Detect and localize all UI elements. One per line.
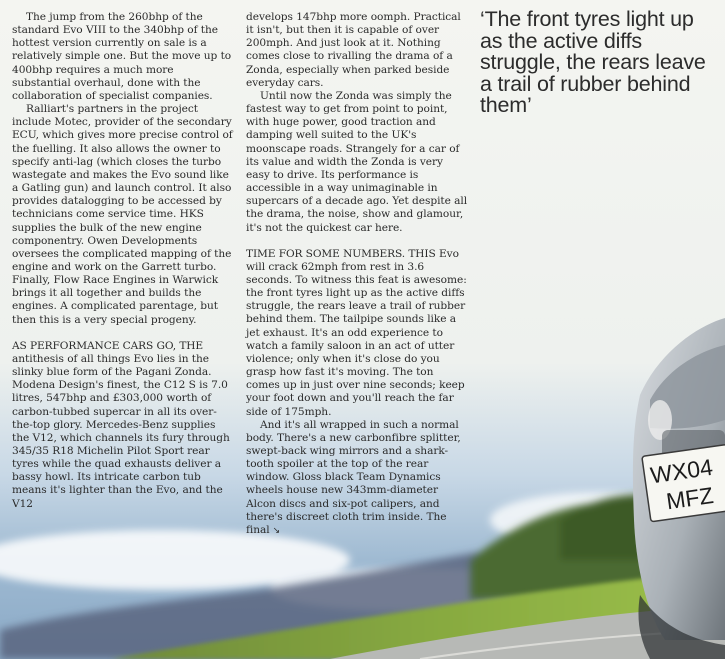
paragraph: Until now the Zonda was simply the fastest way to get from point to point, with huge power, good traction and damping well suited to the UK's moonscape roads. Strangely for a car of its value and width the Zonda is very easy to drive. Its performance is accessible in a way unimaginable in supercars of a decade ago. Yet despite all the drama, the noise, show and glamour, it's not the quickest car here.: [246, 89, 468, 234]
section-lead-in: TIME FOR SOME NUMBERS. THIS: [246, 247, 436, 260]
paragraph: Ralliart's partners in the project include Motec, provider of the secondary ECU, which gives more precise control of the fuelling. It also allows the owner to specify anti-lag (which closes the turbo wastegate and makes the Evo sound like a Gatling gun) and launch control. It also provides datalogging to be accessed by technicians come service time. HKS supplies the bulk of the new engine componentry. Owen Developments oversees the complicated mapping of the engine and work on the Garrett turbo. Finally, Flow Race Engines in Warwick brings it all together and builds the engines. A complicated parentage, but then this is a very special progeny.: [12, 103, 233, 326]
section-paragraph: [12, 340, 234, 511]
section-text: Evo will crack 62mph from rest in 3.6 seconds. To witness this feat is awesome: the front tyres light up as the active diffs struggle, the rears leave a trail of rubber behind them. The tailpipe sounds like a jet exhaust. It's an odd experience to watch a family saloon in an act of utter violence; only when it's close do you grasp how fast it's moving. The ton comes up in just over nine seconds; keep your foot down and you'll reach the far side of 175mph.: [246, 247, 467, 418]
pull-quote: ‘The front tyres light up as the active diffs struggle, the rears leave a trail of rubber behind them’: [480, 7, 706, 117]
section-text: antithesis of all things Evo lies in the slinky blue form of the Pagani Zonda. Modena Design's finest, the C12 S is 7.0 litres, 547bhp and £303,000 worth of carbon-tubbed supercar in all its over-the-top glory. Mercedes-Benz supplies the V12, which channels its fury through 345/35 R18 Michelin Pilot Sport rear tyres while the quad exhausts deliver a bassy howl. Its intricate carbon tub means it's lighter than the Evo, and the V12: [12, 352, 230, 510]
paragraph: develops 147bhp more oomph. Practical it isn't, but then it is capable of over 200mph. And just look at it. Nothing comes close to rivalling the drama of a Zonda, especially when parked beside everyday cars.: [246, 11, 461, 89]
article-column-1: [12, 11, 234, 511]
paragraph-text: And it's all wrapped in such a normal body. There's a new carbonfibre splitter, swept-back wing mirrors and a shark-tooth spoiler at the top of the rear window. Gloss black Team Dynamics wheels house new 343mm-diameter Alcon discs and six-pot calipers, and there's discreet cloth trim inside. The final: [246, 418, 461, 536]
section-paragraph: [246, 248, 469, 419]
section-lead-in: AS PERFORMANCE CARS GO, THE: [12, 339, 204, 352]
article-column-2: [246, 11, 469, 538]
paragraph: [246, 419, 469, 538]
paragraph: The jump from the 260bhp of the standard Evo VIII to the 340bhp of the hottest version currently on sale is a relatively simple one. But the move up to 400bhp requires a much more substantial overhaul, done with the collaboration of specialist companies.: [12, 11, 232, 102]
number-plate-line1: WX04: [648, 453, 715, 489]
number-plate-line2: MFZ: [664, 482, 715, 515]
continue-arrow-icon: ↘: [272, 525, 281, 536]
